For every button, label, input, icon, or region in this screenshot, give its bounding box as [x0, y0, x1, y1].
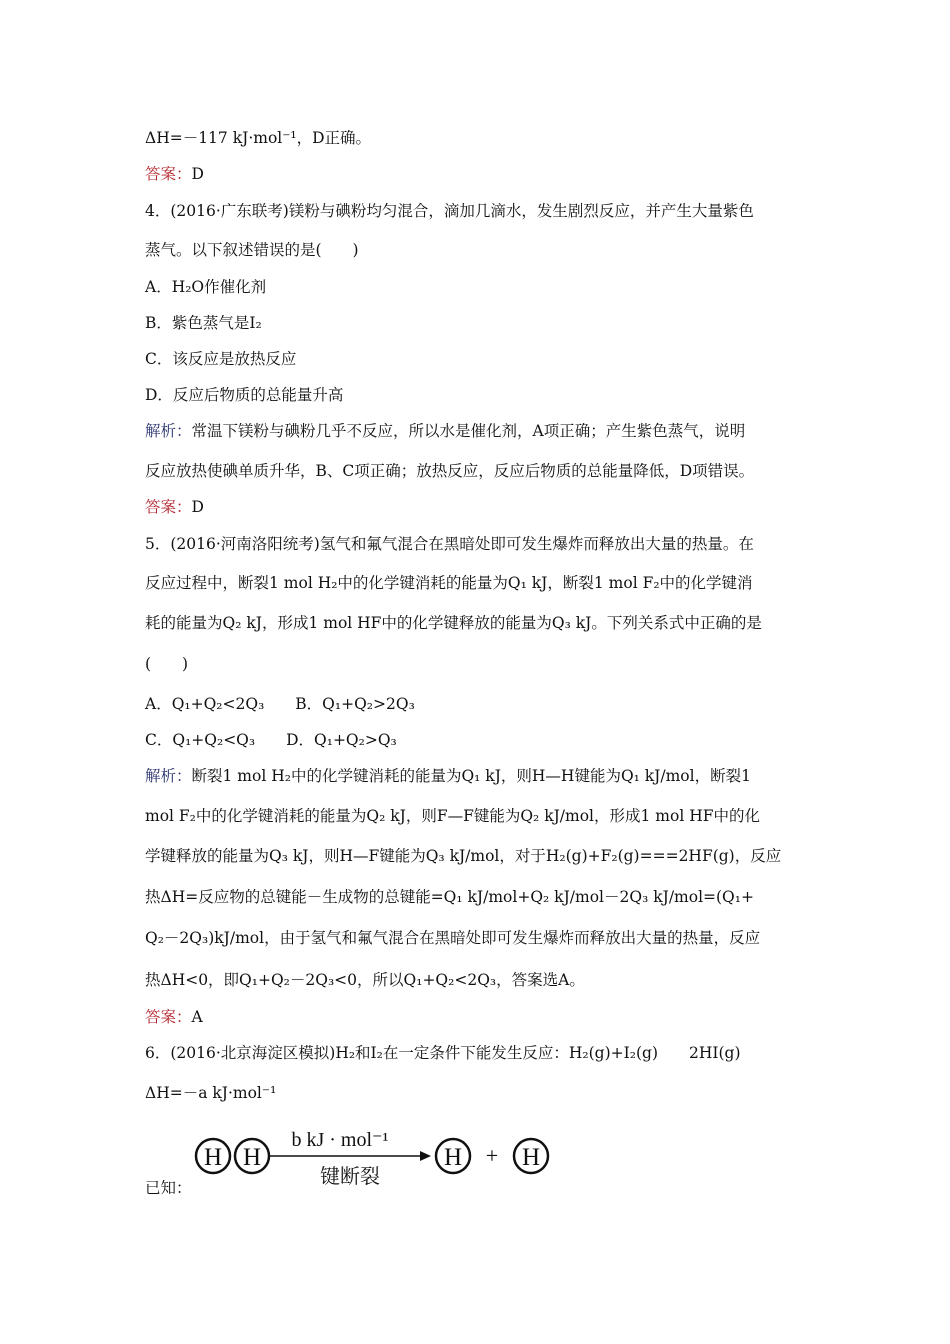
analysis-5-line-2: mol F₂中的化学键消耗的能量为Q₂ kJ，则F—F键能为Q₂ kJ/mol，形成1 mol HF中的化: [145, 807, 760, 825]
text-line-1: ΔH=－117 kJ·mol⁻¹，D正确。: [145, 129, 372, 147]
h-atom-3-label: H: [443, 1144, 463, 1171]
analysis-5-line-3: 学键释放的能量为Q₃ kJ，则H—F键能为Q₃ kJ/mol，对于H₂(g)+F₂(g)===2HF(g)，反应: [145, 847, 782, 865]
question-6-line-2: ΔH=－a kJ·mol⁻¹: [145, 1084, 277, 1102]
h-atom-1-label: H: [203, 1144, 223, 1171]
question-5-line-4: ( ): [145, 655, 189, 673]
answer-tag: 答案：: [145, 498, 192, 516]
analysis-4-line-1: 解析：常温下镁粉与碘粉几乎不反应，所以水是催化剂，A项正确；产生紫色蒸气，说明: [145, 422, 746, 440]
analysis-5-line-1: 解析：断裂1 mol H₂中的化学键消耗的能量为Q₁ kJ，则H—H键能为Q₁ kJ/mol，断裂1: [145, 767, 751, 785]
answer-line-1: 答案：D: [145, 165, 204, 183]
question-5-line-3: 耗的能量为Q₂ kJ，形成1 mol HF中的化学键释放的能量为Q₃ kJ。下列关系式中正确的是: [145, 614, 762, 632]
answer-tag: 答案：: [145, 1008, 192, 1026]
reaction-arrow: [270, 1151, 431, 1161]
plus-sign: +: [485, 1143, 499, 1168]
analysis-5-line-4: 热ΔH=反应物的总键能－生成物的总键能=Q₁ kJ/mol+Q₂ kJ/mol－2Q₃ kJ/mol=(Q₁+: [145, 888, 754, 906]
answer-line-2: 答案：D: [145, 498, 204, 516]
question-4-line-1: 4．(2016·广东联考)镁粉与碘粉均匀混合，滴加几滴水，发生剧烈反应，并产生大量紫色: [145, 202, 754, 220]
analysis-4-line-2: 反应放热使碘单质升华，B、C项正确；放热反应，反应后物质的总能量降低，D项错误。: [145, 462, 755, 480]
option-4c: C．该反应是放热反应: [145, 350, 297, 368]
question-5-line-2: 反应过程中，断裂1 mol H₂中的化学键消耗的能量为Q₁ kJ，断裂1 mol F₂中的化学键消: [145, 574, 753, 592]
options-5-cd: C．Q₁+Q₂<Q₃ D．Q₁+Q₂>Q₃: [145, 731, 397, 749]
h-atom-2-label: H: [242, 1144, 262, 1171]
question-5-line-1: 5．(2016·河南洛阳统考)氢气和氟气混合在黑暗处即可发生爆炸而释放出大量的热量。在: [145, 535, 754, 553]
question-6-line-1: 6．(2016·北京海淀区模拟)H₂和I₂在一定条件下能发生反应：H₂(g)+I₂(g) 2HI(g): [145, 1044, 741, 1062]
options-5-ab: A．Q₁+Q₂<2Q₃ B．Q₁+Q₂>2Q₃: [145, 695, 415, 713]
h-atom-4: [514, 1139, 548, 1173]
h-atom-4-label: H: [521, 1144, 541, 1171]
h-atom-1: [196, 1139, 230, 1173]
analysis-tag: 解析：: [145, 767, 192, 785]
h-atom-2: [235, 1139, 269, 1173]
question-4-line-2: 蒸气。以下叙述错误的是( ): [145, 241, 359, 259]
option-4b: B．紫色蒸气是I₂: [145, 314, 262, 332]
answer-tag: 答案：: [145, 165, 192, 183]
analysis-5-line-6: 热ΔH<0，即Q₁+Q₂－2Q₃<0，所以Q₁+Q₂<2Q₃，答案选A。: [145, 971, 585, 989]
known-label: 已知：: [145, 1179, 192, 1197]
option-4a: A．H₂O作催化剂: [145, 278, 267, 296]
h-atom-3: [436, 1139, 470, 1173]
analysis-5-line-5: Q₂－2Q₃)kJ/mol，由于氢气和氟气混合在黑暗处即可发生爆炸而释放出大量的热量，反应: [145, 929, 761, 947]
option-4d: D．反应后物质的总能量升高: [145, 386, 344, 404]
answer-line-3: 答案：A: [145, 1008, 203, 1026]
energy-label: b kJ · mol⁻¹: [291, 1129, 389, 1151]
bond-breaking-diagram: [190, 1108, 570, 1198]
analysis-tag: 解析：: [145, 422, 192, 440]
arrow-label: 键断裂: [320, 1164, 380, 1188]
